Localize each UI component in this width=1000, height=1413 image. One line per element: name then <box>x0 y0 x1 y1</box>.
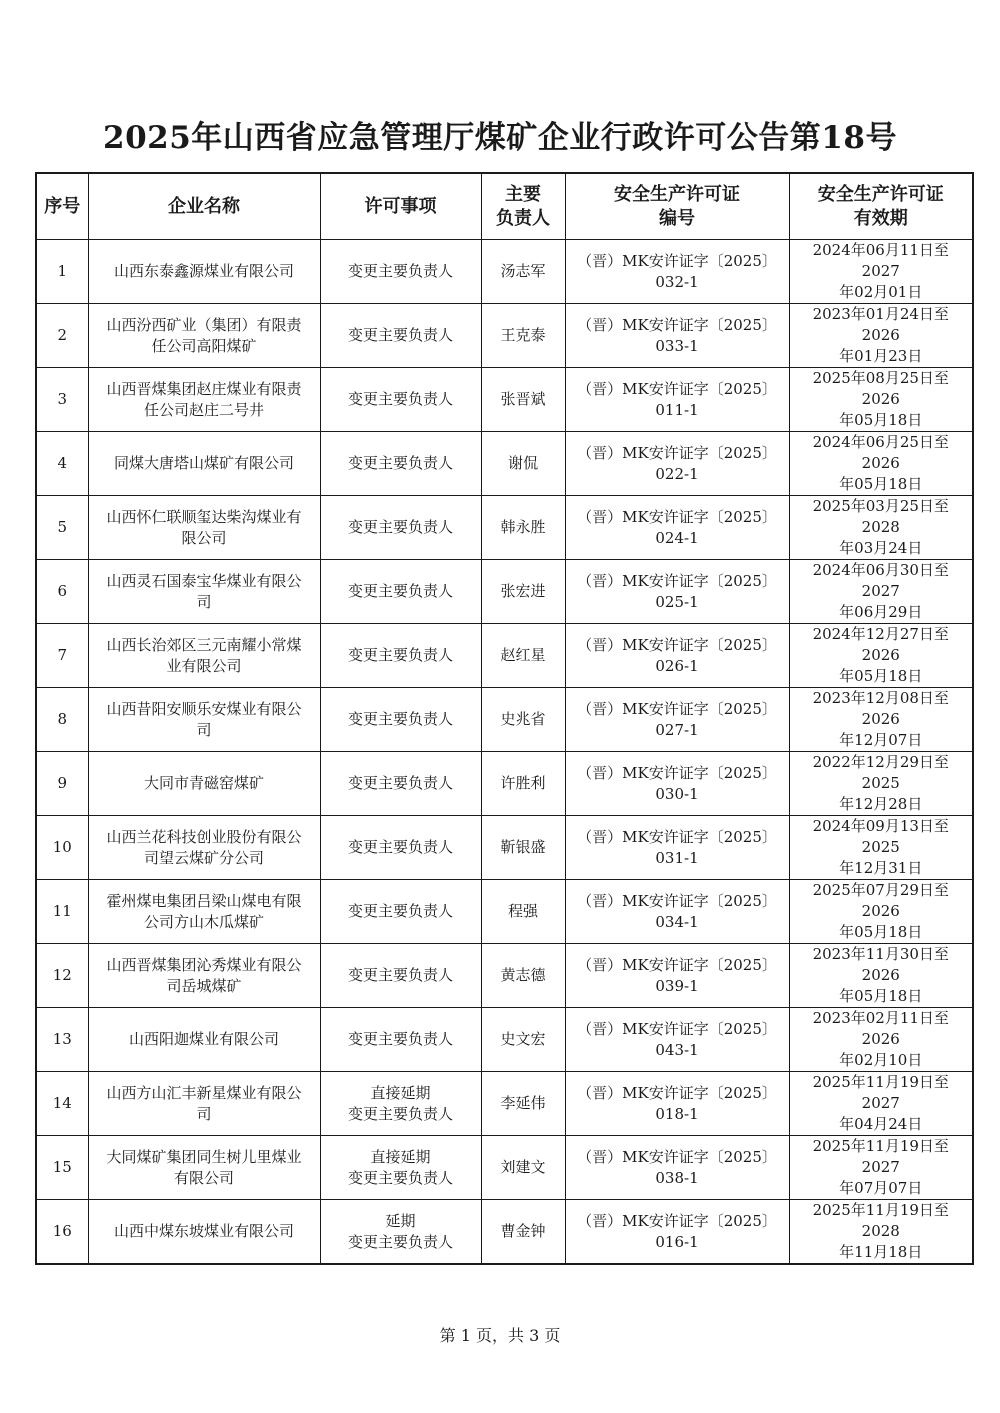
company-name: 山西灵石国泰宝华煤业有限公 司 <box>106 571 302 611</box>
cell-valid <box>789 560 973 624</box>
header-code-line1: 安全生产许可证 <box>614 183 740 205</box>
header-valid-line2: 有效期 <box>853 207 908 229</box>
cell-no: 5 <box>36 496 88 560</box>
company-name: 大同市青磁窑煤矿 <box>143 774 264 792</box>
company-name: 山西汾西矿业（集团）有限责 任公司高阳煤矿 <box>106 315 302 355</box>
cell-company <box>88 816 320 880</box>
permit-item: 变更主要负责人 <box>347 582 453 600</box>
permit-code: （晋）MK安许证字〔2025〕 024-1 <box>577 507 777 547</box>
table-header-row <box>36 173 973 240</box>
cell-valid <box>789 240 973 304</box>
table-row <box>36 944 973 1008</box>
header-company: 企业名称 <box>88 173 320 240</box>
permit-code: （晋）MK安许证字〔2025〕 039-1 <box>577 955 777 995</box>
cell-no: 13 <box>36 1008 88 1072</box>
cell-item <box>320 880 481 944</box>
cell-item <box>320 240 481 304</box>
table-row <box>36 880 973 944</box>
validity-period: 2025年11月19日至2027 年04月24日 <box>812 1073 949 1133</box>
permit-item: 变更主要负责人 <box>347 262 453 280</box>
permit-item: 变更主要负责人 <box>347 646 453 664</box>
header-item: 许可事项 <box>320 173 481 240</box>
cell-company <box>88 368 320 432</box>
permit-code: （晋）MK安许证字〔2025〕 022-1 <box>577 443 777 483</box>
company-name: 山西兰花科技创业股份有限公 司望云煤矿分公司 <box>106 827 302 867</box>
cell-head: 黄志德 <box>481 944 565 1008</box>
cell-no: 16 <box>36 1200 88 1265</box>
cell-no: 3 <box>36 368 88 432</box>
cell-head: 张宏进 <box>481 560 565 624</box>
cell-company <box>88 880 320 944</box>
cell-head: 韩永胜 <box>481 496 565 560</box>
cell-company <box>88 1072 320 1136</box>
cell-head: 许胜利 <box>481 752 565 816</box>
permit-table <box>35 172 974 1265</box>
table-row <box>36 752 973 816</box>
validity-period: 2022年12月29日至2025 年12月28日 <box>812 753 949 813</box>
permit-code: （晋）MK安许证字〔2025〕 032-1 <box>577 251 777 291</box>
cell-no: 15 <box>36 1136 88 1200</box>
cell-company <box>88 560 320 624</box>
cell-item <box>320 496 481 560</box>
cell-valid <box>789 1072 973 1136</box>
permit-code: （晋）MK安许证字〔2025〕 018-1 <box>577 1083 777 1123</box>
permit-item: 直接延期 变更主要负责人 <box>347 1083 453 1123</box>
cell-head: 靳银盛 <box>481 816 565 880</box>
company-name: 山西怀仁联顺玺达柴沟煤业有 限公司 <box>106 507 302 547</box>
permit-code: （晋）MK安许证字〔2025〕 027-1 <box>577 699 777 739</box>
validity-period: 2024年09月13日至2025 年12月31日 <box>812 817 949 877</box>
cell-head: 汤志军 <box>481 240 565 304</box>
cell-company <box>88 432 320 496</box>
cell-valid <box>789 752 973 816</box>
validity-period: 2025年11月19日至2027 年07月07日 <box>812 1137 949 1197</box>
company-name: 山西晋煤集团沁秀煤业有限公 司岳城煤矿 <box>106 955 302 995</box>
permit-code: （晋）MK安许证字〔2025〕 026-1 <box>577 635 777 675</box>
permit-code: （晋）MK安许证字〔2025〕 016-1 <box>577 1211 777 1251</box>
document-title: 2025年山西省应急管理厅煤矿企业行政许可公告第18号 <box>103 120 897 156</box>
validity-period: 2023年12月08日至2026 年12月07日 <box>812 689 949 749</box>
table-row <box>36 304 973 368</box>
cell-valid <box>789 880 973 944</box>
permit-item: 变更主要负责人 <box>347 1030 453 1048</box>
validity-period: 2023年02月11日至2026 年02月10日 <box>812 1009 949 1069</box>
permit-item: 变更主要负责人 <box>347 710 453 728</box>
table-row <box>36 368 973 432</box>
cell-item <box>320 624 481 688</box>
cell-code <box>565 944 789 1008</box>
cell-item <box>320 1200 481 1265</box>
cell-no: 9 <box>36 752 88 816</box>
cell-code <box>565 1008 789 1072</box>
cell-company <box>88 1008 320 1072</box>
header-head-line1: 主要 <box>505 183 541 205</box>
company-name: 山西中煤东坡煤业有限公司 <box>113 1222 294 1240</box>
header-code-line2: 编号 <box>659 207 695 229</box>
cell-code <box>565 1072 789 1136</box>
cell-item <box>320 1136 481 1200</box>
cell-head: 谢侃 <box>481 432 565 496</box>
validity-period: 2025年07月29日至2026 年05月18日 <box>812 881 949 941</box>
cell-no: 10 <box>36 816 88 880</box>
validity-period: 2024年06月25日至2026 年05月18日 <box>812 433 949 493</box>
cell-valid <box>789 624 973 688</box>
table-row <box>36 496 973 560</box>
table-row <box>36 816 973 880</box>
cell-code <box>565 880 789 944</box>
table-row <box>36 560 973 624</box>
permit-item: 直接延期 变更主要负责人 <box>347 1147 453 1187</box>
cell-valid <box>789 688 973 752</box>
cell-company <box>88 240 320 304</box>
cell-code <box>565 560 789 624</box>
company-name: 山西晋煤集团赵庄煤业有限责 任公司赵庄二号井 <box>106 379 302 419</box>
cell-head: 史兆省 <box>481 688 565 752</box>
permit-item: 变更主要负责人 <box>347 902 453 920</box>
cell-valid <box>789 1200 973 1265</box>
cell-code <box>565 624 789 688</box>
cell-item <box>320 560 481 624</box>
permit-item: 变更主要负责人 <box>347 326 453 344</box>
cell-valid <box>789 816 973 880</box>
cell-company <box>88 1136 320 1200</box>
cell-valid <box>789 304 973 368</box>
cell-valid <box>789 1008 973 1072</box>
permit-code: （晋）MK安许证字〔2025〕 038-1 <box>577 1147 777 1187</box>
cell-code <box>565 240 789 304</box>
permit-item: 变更主要负责人 <box>347 390 453 408</box>
cell-head: 程强 <box>481 880 565 944</box>
cell-code <box>565 1136 789 1200</box>
cell-no: 14 <box>36 1072 88 1136</box>
cell-code <box>565 432 789 496</box>
cell-company <box>88 496 320 560</box>
company-name: 山西昔阳安顺乐安煤业有限公 司 <box>106 699 302 739</box>
cell-item <box>320 688 481 752</box>
validity-period: 2023年01月24日至2026 年01月23日 <box>812 305 949 365</box>
permit-code: （晋）MK安许证字〔2025〕 034-1 <box>577 891 777 931</box>
permit-item: 变更主要负责人 <box>347 838 453 856</box>
cell-item <box>320 944 481 1008</box>
cell-code <box>565 1200 789 1265</box>
cell-no: 1 <box>36 240 88 304</box>
cell-item <box>320 368 481 432</box>
company-name: 山西长治郊区三元南耀小常煤 业有限公司 <box>106 635 302 675</box>
validity-period: 2025年03月25日至2028 年03月24日 <box>812 497 949 557</box>
validity-period: 2024年06月30日至2027 年06月29日 <box>812 561 949 621</box>
cell-no: 12 <box>36 944 88 1008</box>
cell-item <box>320 1072 481 1136</box>
cell-head: 李延伟 <box>481 1072 565 1136</box>
permit-code: （晋）MK安许证字〔2025〕 030-1 <box>577 763 777 803</box>
header-no: 序号 <box>36 173 88 240</box>
cell-head: 史文宏 <box>481 1008 565 1072</box>
cell-valid <box>789 496 973 560</box>
cell-code <box>565 752 789 816</box>
cell-no: 7 <box>36 624 88 688</box>
cell-head: 赵红星 <box>481 624 565 688</box>
cell-no: 11 <box>36 880 88 944</box>
cell-company <box>88 752 320 816</box>
header-head-line2: 负责人 <box>496 207 550 229</box>
cell-company <box>88 688 320 752</box>
cell-code <box>565 304 789 368</box>
cell-no: 6 <box>36 560 88 624</box>
header-code <box>565 173 789 240</box>
company-name: 山西阳迦煤业有限公司 <box>128 1030 279 1048</box>
table-row <box>36 1200 973 1265</box>
cell-code <box>565 368 789 432</box>
company-name: 霍州煤电集团吕梁山煤电有限 公司方山木瓜煤矿 <box>106 891 302 931</box>
validity-period: 2024年12月27日至2026 年05月18日 <box>812 625 949 685</box>
company-name: 同煤大唐塔山煤矿有限公司 <box>113 454 294 472</box>
cell-head: 王克泰 <box>481 304 565 368</box>
page-footer: 第 1 页，共 3 页 <box>439 1326 561 1345</box>
company-name: 山西东泰鑫源煤业有限公司 <box>113 262 294 280</box>
permit-code: （晋）MK安许证字〔2025〕 025-1 <box>577 571 777 611</box>
permit-item: 延期 变更主要负责人 <box>347 1211 453 1251</box>
table-row <box>36 688 973 752</box>
cell-no: 8 <box>36 688 88 752</box>
permit-item: 变更主要负责人 <box>347 774 453 792</box>
permit-code: （晋）MK安许证字〔2025〕 033-1 <box>577 315 777 355</box>
cell-company <box>88 1200 320 1265</box>
cell-valid <box>789 944 973 1008</box>
table-row <box>36 1136 973 1200</box>
header-valid-line1: 安全生产许可证 <box>817 183 944 205</box>
table-row <box>36 432 973 496</box>
cell-item <box>320 752 481 816</box>
company-name: 大同煤矿集团同生树儿里煤业 有限公司 <box>106 1147 302 1187</box>
validity-period: 2025年11月19日至2028 年11月18日 <box>812 1201 949 1261</box>
header-head <box>481 173 565 240</box>
cell-head: 张晋斌 <box>481 368 565 432</box>
cell-company <box>88 304 320 368</box>
permit-item: 变更主要负责人 <box>347 454 453 472</box>
cell-company <box>88 624 320 688</box>
cell-valid <box>789 1136 973 1200</box>
cell-code <box>565 688 789 752</box>
cell-item <box>320 1008 481 1072</box>
company-name: 山西方山汇丰新星煤业有限公 司 <box>106 1083 302 1123</box>
permit-code: （晋）MK安许证字〔2025〕 011-1 <box>577 379 777 419</box>
cell-head: 曹金钟 <box>481 1200 565 1265</box>
permit-code: （晋）MK安许证字〔2025〕 031-1 <box>577 827 777 867</box>
table-row <box>36 240 973 304</box>
cell-head: 刘建文 <box>481 1136 565 1200</box>
cell-item <box>320 304 481 368</box>
table-row <box>36 1072 973 1136</box>
permit-item: 变更主要负责人 <box>347 966 453 984</box>
table-row <box>36 624 973 688</box>
validity-period: 2024年06月11日至2027 年02月01日 <box>812 241 949 301</box>
validity-period: 2023年11月30日至2026 年05月18日 <box>812 945 949 1005</box>
header-valid <box>789 173 973 240</box>
cell-no: 4 <box>36 432 88 496</box>
cell-item <box>320 432 481 496</box>
permit-code: （晋）MK安许证字〔2025〕 043-1 <box>577 1019 777 1059</box>
cell-code <box>565 816 789 880</box>
cell-valid <box>789 368 973 432</box>
cell-company <box>88 944 320 1008</box>
cell-no: 2 <box>36 304 88 368</box>
cell-valid <box>789 432 973 496</box>
table-row <box>36 1008 973 1072</box>
validity-period: 2025年08月25日至2026 年05月18日 <box>812 369 949 429</box>
permit-item: 变更主要负责人 <box>347 518 453 536</box>
cell-item <box>320 816 481 880</box>
cell-code <box>565 496 789 560</box>
